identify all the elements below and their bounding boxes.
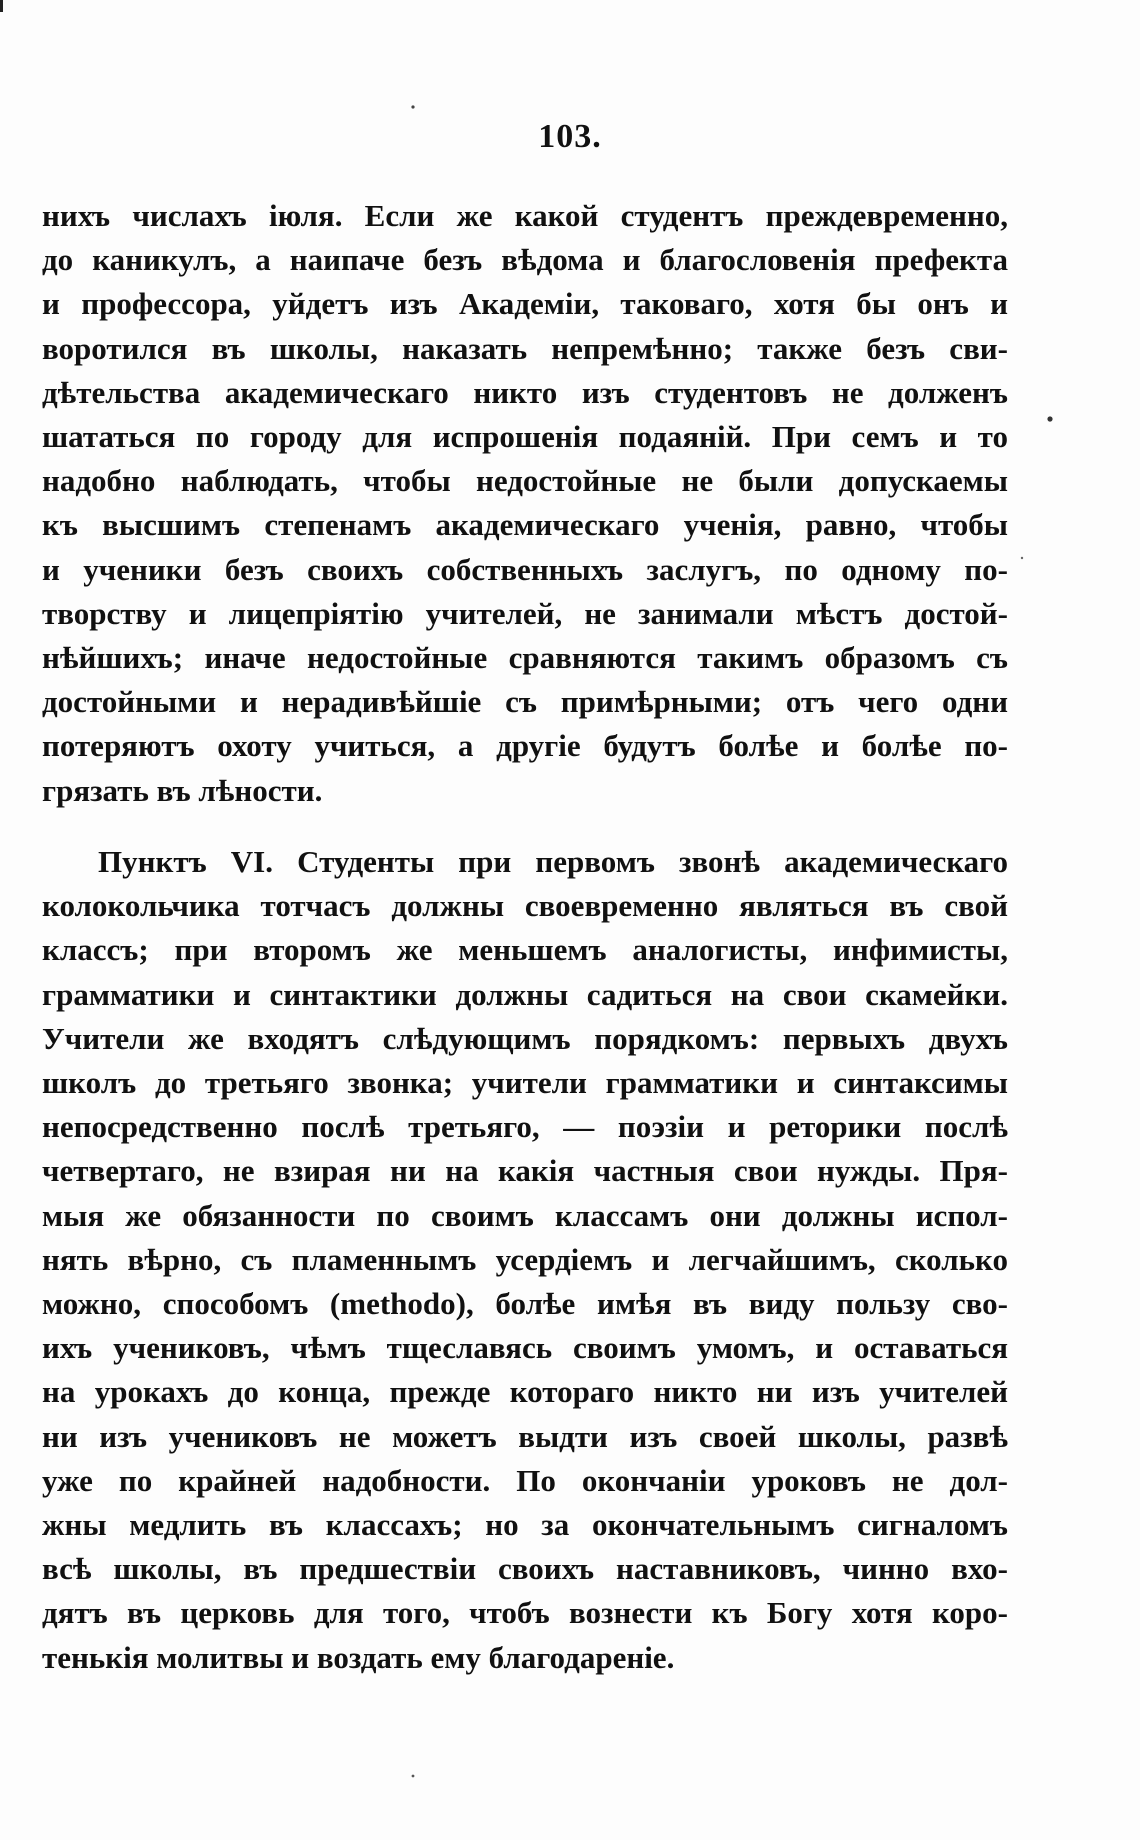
- text-line: дѣтельства академическаго никто изъ студентовъ не долженъ: [42, 374, 1008, 410]
- text-line: классъ; при второмъ же меньшемъ аналогисты, инфимисты,: [42, 932, 1008, 968]
- text-line: жны медлить въ классахъ; но за окончательнымъ сигналомъ: [42, 1507, 1008, 1543]
- text-line: нять вѣрно, съ пламеннымъ усердіемъ и легчайшимъ, сколько: [42, 1241, 1008, 1277]
- text-line: ни изъ учениковъ не можетъ выдти изъ своей школы, развѣ: [42, 1418, 1008, 1454]
- scan-edge-mark: [0, 0, 3, 12]
- paragraph-2: [42, 840, 1008, 1680]
- scan-speck: [1021, 557, 1023, 559]
- text-line: дятъ въ церковь для того, чтобъ вознести къ Богу хотя коро-: [42, 1595, 1008, 1631]
- text-line: непосредственно послѣ третьяго, — поэзіи и реторики послѣ: [42, 1109, 1008, 1145]
- text-line: Учители же входятъ слѣдующимъ порядкомъ: первыхъ двухъ: [42, 1020, 1008, 1056]
- text-line: шататься по городу для испрошенія подаяній. При семъ и то: [42, 419, 1008, 455]
- text-line: нихъ числахъ іюля. Если же какой студентъ преждевременно,: [42, 198, 1008, 233]
- text-line: нѣйшихъ; иначе недостойные сравняются такимъ образомъ съ: [42, 640, 1008, 676]
- text-line: мыя же обязанности по своимъ классамъ они должны испол-: [42, 1197, 1008, 1233]
- text-line: воротился въ школы, наказать непремѣнно; также безъ сви-: [42, 330, 1008, 366]
- text-line: на урокахъ до конца, прежде котораго никто ни изъ учителей: [42, 1374, 1008, 1410]
- text-line: Пунктъ VI. Студенты при первомъ звонѣ академическаго: [98, 844, 1008, 879]
- text-line: и ученики безъ своихъ собственныхъ заслугъ, по одному по-: [42, 551, 1008, 587]
- text-line: грязать въ лѣности.: [42, 772, 323, 808]
- scan-speck: [411, 105, 414, 108]
- text-line: надобно наблюдать, чтобы недостойные не были допускаемы: [42, 463, 1008, 499]
- page-number: 103.: [538, 118, 602, 155]
- text-line: до каникулъ, а наипаче безъ вѣдома и благословенія префекта: [42, 242, 1008, 278]
- text-line: уже по крайней надобности. По окончаніи уроковъ не дол-: [42, 1462, 1008, 1498]
- text-line: всѣ школы, въ предшествіи своихъ наставниковъ, чинно вхо-: [42, 1551, 1008, 1587]
- text-line: и профессора, уйдетъ изъ Академіи, таковаго, хотя бы онъ и: [42, 286, 1008, 322]
- paragraph-1: [42, 194, 1008, 813]
- text-line: четвертаго, не взирая ни на какія частныя свои нужды. Пря-: [42, 1153, 1008, 1189]
- text-line: къ высшимъ степенамъ академическаго ученія, равно, чтобы: [42, 507, 1008, 543]
- text-line: достойными и нерадивѣйшіе съ примѣрными; отъ чего одни: [42, 684, 1008, 720]
- text-line: творству и лицепріятію учителей, не занимали мѣстъ достой-: [42, 595, 1008, 631]
- scan-speck: [1047, 416, 1052, 421]
- text-line: колокольчика тотчасъ должны своевременно являться въ свой: [42, 888, 1008, 924]
- text-line: грамматики и синтактики должны садиться на свои скамейки.: [42, 976, 1008, 1012]
- text-line: можно, способомъ (methodo), болѣе имѣя въ виду пользу сво-: [42, 1286, 1008, 1322]
- text-line: тенькія молитвы и воздать ему благодареніе.: [42, 1639, 675, 1675]
- text-line: потеряютъ охоту учиться, а другіе будутъ болѣе и болѣе по-: [42, 728, 1008, 764]
- text-line: школъ до третьяго звонка; учители грамматики и синтаксимы: [42, 1065, 1008, 1101]
- text-line: ихъ учениковъ, чѣмъ тщеславясь своимъ умомъ, и оставаться: [42, 1330, 1008, 1366]
- scan-speck: [412, 1775, 415, 1778]
